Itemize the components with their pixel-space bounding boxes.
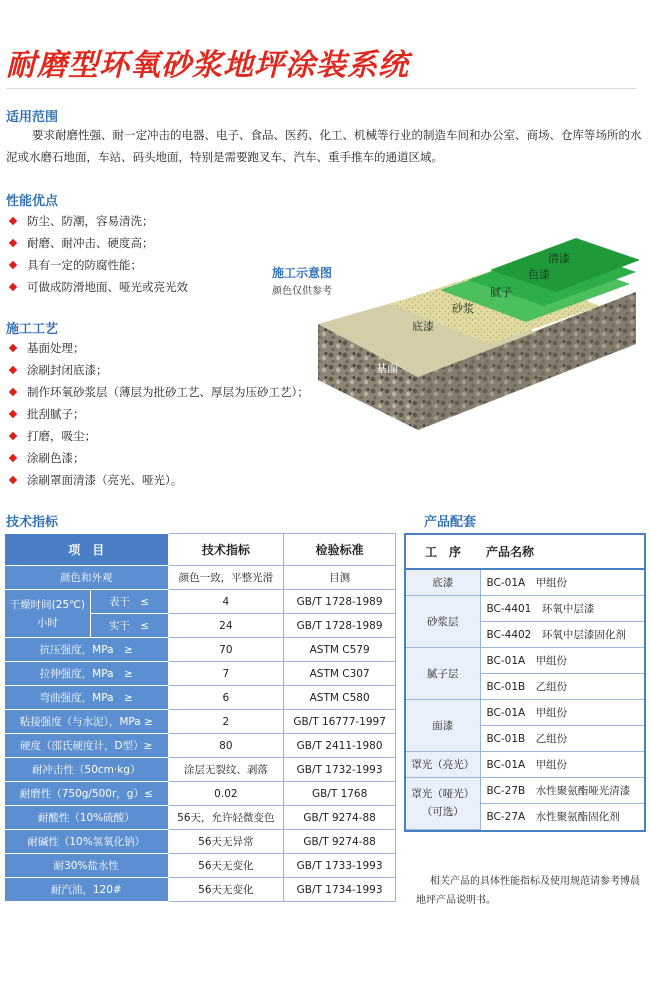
column-header: 检验标准 (284, 534, 396, 566)
list-item: 具有一定的防腐性能； (10, 254, 188, 276)
bullet-icon (9, 388, 17, 396)
bullet-icon (9, 432, 17, 440)
bullet-icon (9, 217, 17, 225)
bullet-icon (9, 239, 17, 247)
advantages-list (10, 210, 188, 298)
products-heading: 产品配套 (424, 515, 477, 530)
table-row: 实干 ≤ 24 GB/T 1728-1989 (5, 614, 396, 638)
tech-heading: 技术指标 (6, 515, 59, 530)
table-row: 干燥时间(25℃)小时 表干 ≤ 4 GB/T 1728-1989 (5, 590, 396, 614)
column-header: 技术指标 (168, 534, 284, 566)
table-row: 抗压强度，MPa ≥ 70 ASTM C579 (5, 638, 396, 662)
list-item: 制作环氧砂浆层（薄层为批砂工艺、厚层为压砂工艺）； (10, 381, 309, 403)
table-row: BC-4402 环氧中层漆固化剂 (406, 621, 644, 647)
scope-heading: 适用范围 (6, 110, 59, 125)
table-row: BC-01B 乙组份 (406, 673, 644, 699)
products-note: 相关产品的具体性能指标及使用规范请参考博晨地坪产品说明书。 (416, 876, 640, 906)
table-row: 耐冲击性（50cm·kg） 涂层无裂纹、剥落 GB/T 1732-1993 (5, 758, 396, 782)
table-row: 耐酸性（10%硫酸） 56天，允许轻微变色 GB/T 9274-88 (5, 806, 396, 830)
table-row: 面漆 BC-01A 甲组份 (406, 699, 644, 725)
column-header: 项 目 (5, 534, 169, 566)
column-header: 产品名称 (480, 535, 644, 569)
table-row: 罩光（亮光） BC-01A 甲组份 (406, 751, 644, 777)
scope-text: 要求耐磨性强、耐一定冲击的电器、电子、食品、医药、化工、机械等行业的制造车间和办公室、商场、仓库等场所的水泥或水磨石地面，车站、码头地面，特别是需要跑叉车、汽车、重手推车的通道区域。 (6, 128, 642, 164)
layer-label-clear: 清漆 (548, 252, 570, 265)
table-row: 拉伸强度，MPa ≥ 7 ASTM C307 (5, 662, 396, 686)
bullet-icon (9, 454, 17, 462)
bullet-icon (9, 366, 17, 374)
process-list (10, 337, 309, 491)
table-row: 硬度（邵氏硬度计，D型）≥ 80 GB/T 2411-1980 (5, 734, 396, 758)
layer-label-color: 色漆 (528, 268, 550, 281)
table-row: 耐30%盐水性 56天无变化 GB/T 1733-1993 (5, 854, 396, 878)
diagram-sublabel: 颜色仅供参考 (272, 286, 332, 297)
bullet-icon (9, 476, 17, 484)
bullet-icon (9, 261, 17, 269)
table-row: 颜色和外观 颜色一致，平整光滑 目测 (5, 566, 396, 590)
advantages-heading: 性能优点 (6, 194, 59, 209)
table-row: 腻子层 BC-01A 甲组份 (406, 647, 644, 673)
table-row: 罩光（哑光）（可选） BC-27B 水性聚氨酯哑光清漆 (406, 777, 644, 803)
layer-label-base: 基面 (376, 362, 398, 375)
table-header-row (5, 534, 396, 566)
list-item: 防尘、防潮，容易清洗； (10, 210, 188, 232)
list-item: 打磨，吸尘； (10, 425, 309, 447)
table-row: 粘接强度（与水泥），MPa ≥ 2 GB/T 16777-1997 (5, 710, 396, 734)
process-heading: 施工工艺 (6, 322, 59, 337)
diagram-label: 施工示意图 (272, 266, 333, 280)
layer-label-primer: 底漆 (412, 320, 434, 333)
page-title: 耐磨型环氧砂浆地坪涂装系统 (6, 48, 409, 83)
tech-spec-table (4, 533, 396, 902)
dry-time-group: 干燥时间(25℃)小时 (5, 590, 91, 638)
layer-label-putty: 腻子 (490, 286, 512, 299)
table-row: 弯曲强度，MPa ≥ 6 ASTM C580 (5, 686, 396, 710)
list-item: 耐磨、耐冲击、硬度高； (10, 232, 188, 254)
list-item: 基面处理； (10, 337, 309, 359)
table-row: BC-27A 水性聚氨酯固化剂 (406, 803, 644, 829)
table-row: 砂浆层 BC-4401 环氧中层漆 (406, 595, 644, 621)
list-item: 涂刷罩面清漆（亮光、哑光）。 (10, 469, 309, 491)
table-row: 底漆 BC-01A 甲组份 (406, 569, 644, 595)
products-table (406, 535, 644, 830)
bullet-icon (9, 410, 17, 418)
column-header: 工 序 (406, 535, 480, 569)
products-table-frame (404, 533, 646, 832)
table-row: 耐磨性（750g/500r，g）≤ 0.02 GB/T 1768 (5, 782, 396, 806)
table-row: BC-01B 乙组份 (406, 725, 644, 751)
table-row: 耐汽油，120# 56天无变化 GB/T 1734-1993 (5, 878, 396, 902)
list-item: 涂刷色漆； (10, 447, 309, 469)
list-item: 可做成防滑地面、哑光或亮光效 (10, 276, 188, 298)
list-item: 涂刷封闭底漆； (10, 359, 309, 381)
table-row: 耐碱性（10%氢氧化钠） 56天无异常 GB/T 9274-88 (5, 830, 396, 854)
layer-label-mortar: 砂浆 (452, 302, 474, 315)
list-item: 批刮腻子； (10, 403, 309, 425)
table-header-row (406, 535, 644, 569)
title-divider (6, 88, 636, 89)
layer-diagram (300, 232, 645, 432)
bullet-icon (9, 283, 17, 291)
bullet-icon (9, 344, 17, 352)
